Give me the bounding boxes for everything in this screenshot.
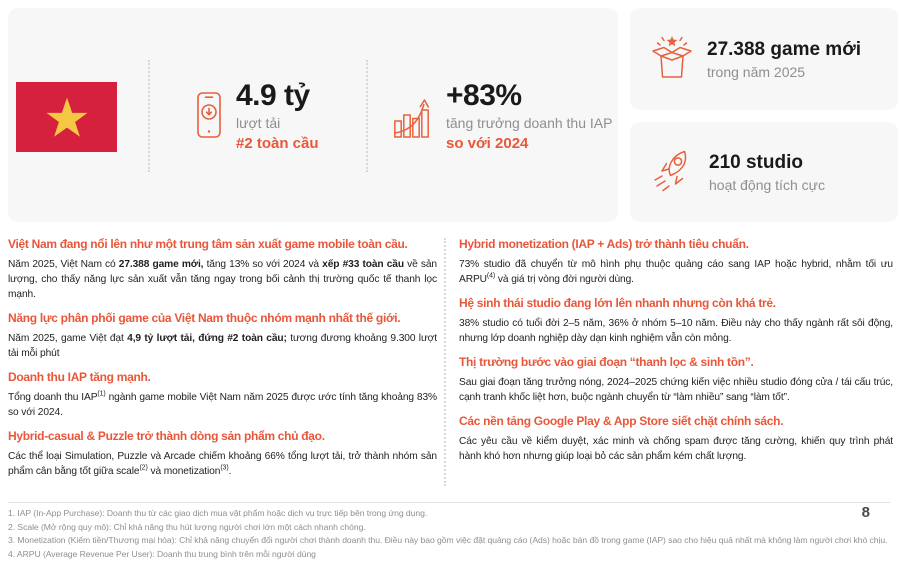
section-body: Các thể loại Simulation, Puzzle và Arcade chiếm khoảng 66% tổng lượt tải, trở thành nhóm sản phẩm cân bằng tốt giữa scale$^{(2)}$ và monetization$^{(3)}$. (8, 451, 437, 477)
section-heading: Các nền tảng Google Play & App Store siết chặt chính sách. (459, 414, 784, 428)
insight-section (459, 237, 893, 287)
insight-section (459, 355, 893, 405)
section-body: Sau giai đoạn tăng trưởng nóng, 2024–2025 chứng kiến việc nhiều studio đóng cửa / tái cấu trúc, cạnh tranh khốc liệt hơn, buộc ngành chuyển từ “làm nhiều” sang “làm tốt”. (459, 377, 893, 403)
insight-section (8, 429, 437, 479)
insights-column-left (8, 237, 437, 488)
section-heading: Hybrid-casual & Puzzle trở thành dòng sản phẩm chủ đạo. (8, 429, 325, 443)
insights-column-right (459, 237, 893, 473)
downloads-rank: #2 toàn cầu (236, 135, 319, 152)
flag-star-icon (45, 95, 89, 139)
rocket-icon (650, 147, 696, 198)
dotted-divider (148, 60, 150, 172)
section-body: 38% studio có tuổi đời 2–5 năm, 36% ở nhóm 5–10 năm. Điều này cho thấy ngành rất sôi động, nhưng lớp doanh nghiệp dày dạn kinh nghiệm vẫn còn mỏng. (459, 318, 893, 344)
footnotes (8, 507, 900, 561)
section-body: 73% studio đã chuyển từ mô hình phụ thuộc quảng cáo sang IAP hoặc hybrid, nhằm tối ưu ARPU$^{(4)}$ và giá trị vòng đời người dùng. (459, 259, 893, 285)
footnote: 1. IAP (In-App Purchase): Doanh thu từ các giao dịch mua vật phẩm hoặc dịch vụ trực tiếp bên trong ứng dụng. (8, 508, 428, 518)
iap-growth-label: tăng trưởng doanh thu IAP (446, 115, 613, 131)
section-body: Năm 2025, game Việt đạt 4,9 tỷ lượt tải, đứng #2 toàn cầu; tương đương khoảng 9.300 lượt tải mỗi phút (8, 333, 437, 359)
footnote: 4. ARPU (Average Revenue Per User): Doanh thu trung bình trên mỗi người dùng (8, 548, 316, 559)
section-heading: Việt Nam đang nổi lên như một trung tâm sản xuất game mobile toàn cầu. (8, 237, 408, 251)
active-studios-label: hoạt động tích cực (709, 176, 825, 193)
footnote: 2. Scale (Mở rộng quy mô): Chỉ khả năng thu hút lượng người chơi lớn một cách nhanh chóng. (8, 521, 366, 532)
section-heading: Hệ sinh thái studio đang lớn lên nhanh nhưng còn khá trẻ. (459, 296, 776, 310)
active-studios-value: 210 studio (709, 151, 803, 173)
column-dotted-divider (444, 238, 446, 486)
phone-download-icon (197, 92, 221, 143)
footnote-divider (8, 502, 890, 503)
section-heading: Doanh thu IAP tăng mạnh. (8, 370, 151, 384)
active-studios-card (630, 122, 898, 222)
section-heading: Thị trường bước vào giai đoạn “thanh lọc & sinh tồn”. (459, 355, 754, 369)
new-games-card (630, 8, 898, 110)
active-studios-text (709, 152, 825, 193)
iap-growth-compare: so với 2024 (446, 135, 529, 152)
market-summary-card (8, 8, 618, 222)
insight-section (459, 296, 893, 346)
iap-growth-stat (446, 80, 612, 153)
new-games-label: trong năm 2025 (707, 63, 806, 80)
downloads-stat (236, 80, 319, 153)
insight-section (459, 414, 893, 464)
section-heading: Năng lực phân phối game của Việt Nam thuộc nhóm mạnh nhất thế giới. (8, 311, 401, 325)
section-heading: Hybrid monetization (IAP + Ads) trở thành tiêu chuẩn. (459, 237, 749, 251)
growth-chart-icon (394, 94, 436, 143)
new-games-value: 27.388 game mới (707, 38, 861, 60)
section-body: Năm 2025, Việt Nam có 27.388 game mới, tăng 13% so với 2024 và xếp #33 toàn cầu về sản lượng, cho thấy năng lực sản xuất vẫn tăng ngay trong bối cảnh thị trường quốc tế thanh lọc mạnh. (8, 259, 437, 300)
section-body: Tổng doanh thu IAP$^{(1)}$ ngành game mobile Việt Nam năm 2025 được ước tính tăng khoảng 83% so với 2024. (8, 390, 438, 418)
insight-section (8, 237, 437, 302)
insight-section (8, 311, 437, 361)
page-number: 8 (861, 504, 870, 521)
iap-growth-value: +83% (446, 79, 522, 112)
downloads-value: 4.9 tỷ (236, 79, 310, 112)
surprise-box-icon (650, 34, 694, 85)
new-games-text (707, 39, 861, 80)
footnote: 3. Monetization (Kiếm tiền/Thương mại hóa): Chỉ khả năng chuyển đổi người chơi thành doanh thu. Điều này bao gồm việc đặt quảng cáo (Ads) hoặc bán đồ trong game (IAP) sao cho hiệu quả nhất mà không làm người chơi khó chịu. (8, 535, 888, 545)
insight-section (8, 370, 437, 420)
downloads-label: lượt tải (236, 115, 281, 131)
dotted-divider (366, 60, 368, 172)
vietnam-flag (16, 82, 117, 152)
section-body: Các yêu cầu về kiểm duyệt, xác minh và chống spam được tăng cường, khiến quy trình phát hành khó hơn nhưng giúp loại bỏ các sản phẩm kém chất lượng. (459, 436, 893, 462)
